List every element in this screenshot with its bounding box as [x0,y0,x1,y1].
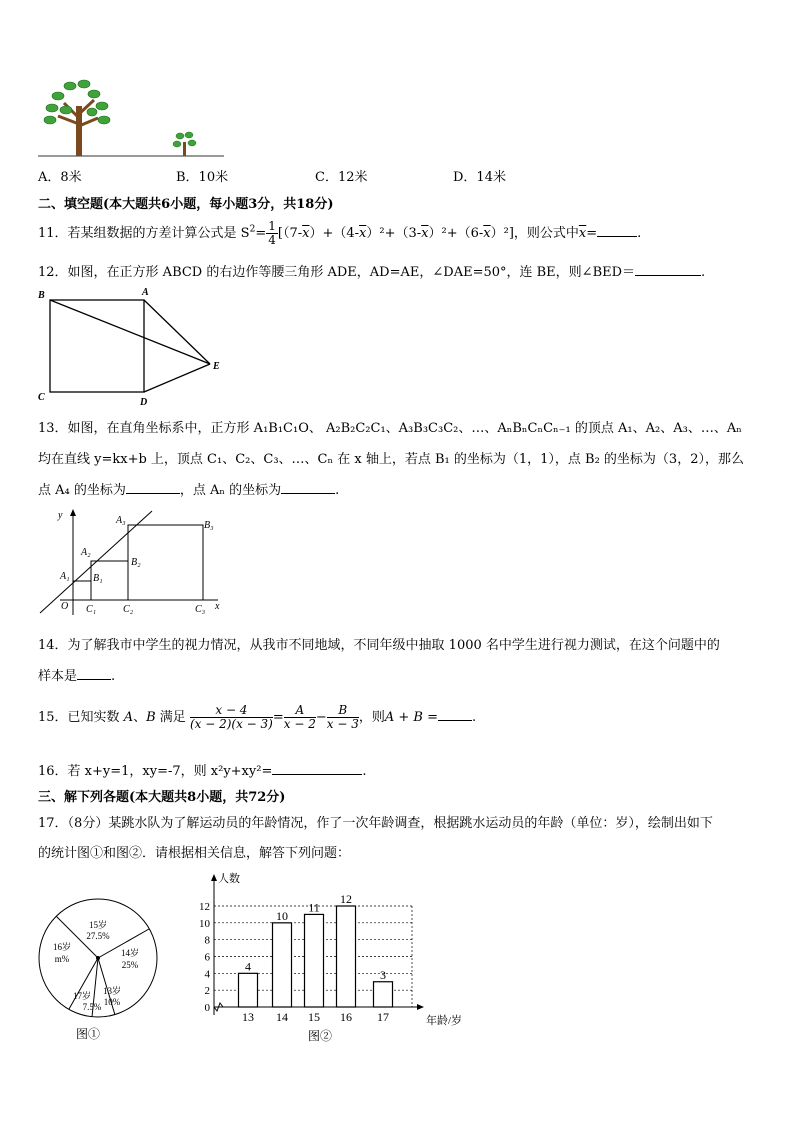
bar-ytick-label: 10 [199,917,210,930]
bar-value-label: 4 [245,959,251,974]
bar-ytick-label: 0 [204,1002,210,1014]
question-17-line1: 17．（8分）某跳水队为了解运动员的年龄情况，作了一次年龄调查，根据跳水运动员的年龄（单位：岁），绘制出如下 [38,816,713,831]
q15-eq: = [272,710,284,725]
q11-t4: ）²]，则公式中 [490,226,579,241]
label-b: B [38,290,45,301]
question-16 [38,760,366,779]
pie-label-13: 13岁 [102,986,122,996]
q12-text: 12．如图，在正方形 ABCD 的右边作等腰三角形 ADE，AD=AE，∠DAE=50°，连 BE，则∠BED＝ [38,265,636,280]
q15-answer-blank[interactable] [438,708,472,721]
q13-answer-blank-1[interactable] [126,481,180,494]
pie-pct-13: 10% [103,997,121,1007]
q15-r1-fraction [284,704,316,731]
q11-xbar-3: $\overline{x}$ [421,226,429,241]
q15-lhs-num: x − 4 [190,704,273,718]
q15-minus: − [315,710,327,725]
label-c2: C₂ [123,604,134,615]
label-d: D [140,397,148,406]
bar-chart [190,868,480,1052]
square-1 [73,581,91,600]
q11-frac-den: 4 [268,233,276,247]
pie-pct-17: 7.5% [82,1002,102,1012]
bar-14 [273,923,292,1007]
question-15 [38,698,476,738]
question-13-line3 [38,479,339,498]
bar-15 [305,914,324,1007]
bar-ytick-label: 12 [199,901,210,913]
q12-end: . [701,265,706,280]
label-b1: B₁ [93,573,103,584]
q14-end: . [111,669,116,684]
q11-xbar-1: $\overline{x}$ [302,226,310,241]
q15-ask: A + B = [384,710,438,725]
q16-text: 16．若 x+y=1，xy=-7，则 x²y+xy²= [38,764,273,779]
q15-prefix: 15．已知实数 [38,710,120,725]
pie-chart [34,880,164,1050]
pie-pct-16: m% [54,954,70,964]
section-2-heading: 二、填空题(本大题共6小题，每小题3分，共18分) [38,197,334,212]
bar-category-label: 16 [340,1010,352,1024]
bar-y-axis-arrow [211,874,217,881]
q13-line3b: ，点 Aₙ 的坐标为 [179,483,282,498]
bar-category-label: 13 [242,1010,254,1024]
q15-r2-fraction [327,704,359,731]
q15-mid: 满足 [159,710,186,725]
pie-label-16: 16岁 [52,942,72,952]
segment-de [144,364,210,392]
q13-answer-blank-2[interactable] [281,481,335,494]
q11-t2: ）²+（3- [366,226,422,241]
square-abcd [50,300,144,392]
q12-answer-blank[interactable] [635,263,701,276]
pie-pct-14: 25% [121,960,139,970]
label-o: O [61,601,69,612]
label-c: C [38,392,45,403]
q15-r1-num: A [284,704,316,718]
q10-option-b: B．10米 [176,170,229,185]
q15-r1-den: x − 2 [283,717,316,731]
y-axis-arrow [70,509,76,516]
q15-a: A [123,710,134,725]
question-14-line2 [38,665,115,684]
bar-value-label: 12 [340,892,352,906]
q11-sup: 2 [249,224,256,235]
segment-be [50,300,210,364]
q15-lhs-fraction [190,704,273,731]
q11-end: . [637,226,642,241]
q15-r2-den: x − 3 [326,717,359,731]
label-c3: C₃ [195,604,206,615]
q13-line3a: 点 A₄ 的坐标为 [38,483,126,498]
pie-caption: 图① [76,1027,101,1041]
label-c1: C₁ [86,604,97,615]
bar-ylabel: 人数 [218,873,240,885]
q13-line3c: . [335,483,340,498]
tree-figure [36,78,226,162]
bar-category-label: 17 [377,1010,389,1024]
label-a: A [142,287,149,298]
q15-tail: ，则 [358,710,385,725]
label-x: x [215,601,220,612]
q15-r2-num: B [327,704,359,718]
pie-label-17: 17岁 [72,991,92,1001]
bar-17 [374,982,393,1007]
q15-sep: 、 [133,710,147,725]
q11-xbar-5: $\overline{x}$ [578,226,587,241]
q11-t5: = [586,226,598,241]
question-13-line2: 均在直线 y=kx+b 上，顶点 C₁、C₂、C₃、…、Cₙ 在 x 轴上，若点 B₁ 的坐标为（1，1），点 B₂ 的坐标为（3，2），那么 [38,452,744,467]
bar-caption: 图② [308,1029,333,1043]
bar-category-label: 14 [276,1010,288,1024]
bar-13 [239,973,258,1007]
segment-ae [144,300,210,364]
q11-body: [（7- [277,226,303,241]
q11-fraction [266,220,278,247]
bar-x-axis-arrow [417,1004,424,1010]
q11-eq: = [255,226,267,241]
label-y: y [58,510,63,521]
bar-ytick-label: 2 [204,985,210,998]
label-b2: B₂ [131,557,141,568]
bar-value-label: 3 [380,967,386,982]
q11-xbar-4: $\overline{x}$ [483,226,491,241]
bar-value-label: 10 [276,908,288,923]
bar-ytick-label: 6 [204,951,210,964]
q10-option-c: C．12米 [315,170,368,185]
bar-xlabel: 年龄/岁 [426,1015,463,1027]
q11-t1: ）+（4- [309,226,360,241]
q11-answer-blank[interactable] [597,224,637,237]
q11-xbar-2: $\overline{x}$ [359,226,367,241]
q16-end: . [362,764,367,779]
q15-b: B [146,710,156,725]
question-17-line2: 的统计图①和图②．请根据相关信息，解答下列问题： [38,846,351,861]
q11-frac-num: 1 [268,219,276,233]
bar-value-label: 11 [308,900,320,915]
question-12 [38,261,705,280]
q11-prefix: 11．若某组数据的方差计算公式是 S [38,226,250,241]
q15-lhs-den: (x − 2)(x − 3) [189,717,273,731]
q16-answer-blank[interactable] [272,762,362,775]
label-e: E [213,361,220,372]
label-a3: A₃ [116,515,126,526]
bar-category-label: 15 [308,1010,320,1024]
pie-pct-15: 27.5% [86,931,110,941]
label-a1: A₁ [60,571,70,582]
q14-answer-blank[interactable] [77,667,111,680]
bar-16 [337,906,356,1007]
q15-end: . [472,710,477,725]
bar-ytick-label: 8 [204,934,210,947]
q13-coordinate-figure [34,505,234,617]
pie-label-15: 15岁 [88,920,108,930]
q12-square-figure [34,284,234,406]
label-b3: B₃ [204,520,214,531]
q10-option-a: A．8米 [38,170,82,185]
label-a2: A₂ [81,547,91,558]
q14-line2: 样本是 [38,669,78,684]
pie-label-14: 14岁 [120,948,140,958]
question-14-line1: 14．为了解我市中学生的视力情况，从我市不同地域，不同年级中抽取 1000 名中学生进行视力测试，在这个问题中的 [38,638,720,653]
pie-center [96,956,100,960]
question-13-line1: 13．如图，在直角坐标系中，正方形 A₁B₁C₁O、 A₂B₂C₂C₁、A₃B₃C₃C₂、…、AₙBₙCₙCₙ₋₁ 的顶点 A₁、A₂、A₃、…、Aₙ [38,421,742,436]
bar-ytick-label: 4 [204,968,210,981]
q10-option-d: D．14米 [453,170,506,185]
section-3-heading: 三、解下列各题(本大题共8小题，共72分) [38,790,286,805]
question-11 [38,220,641,247]
q11-t3: ）²+（6- [428,226,484,241]
